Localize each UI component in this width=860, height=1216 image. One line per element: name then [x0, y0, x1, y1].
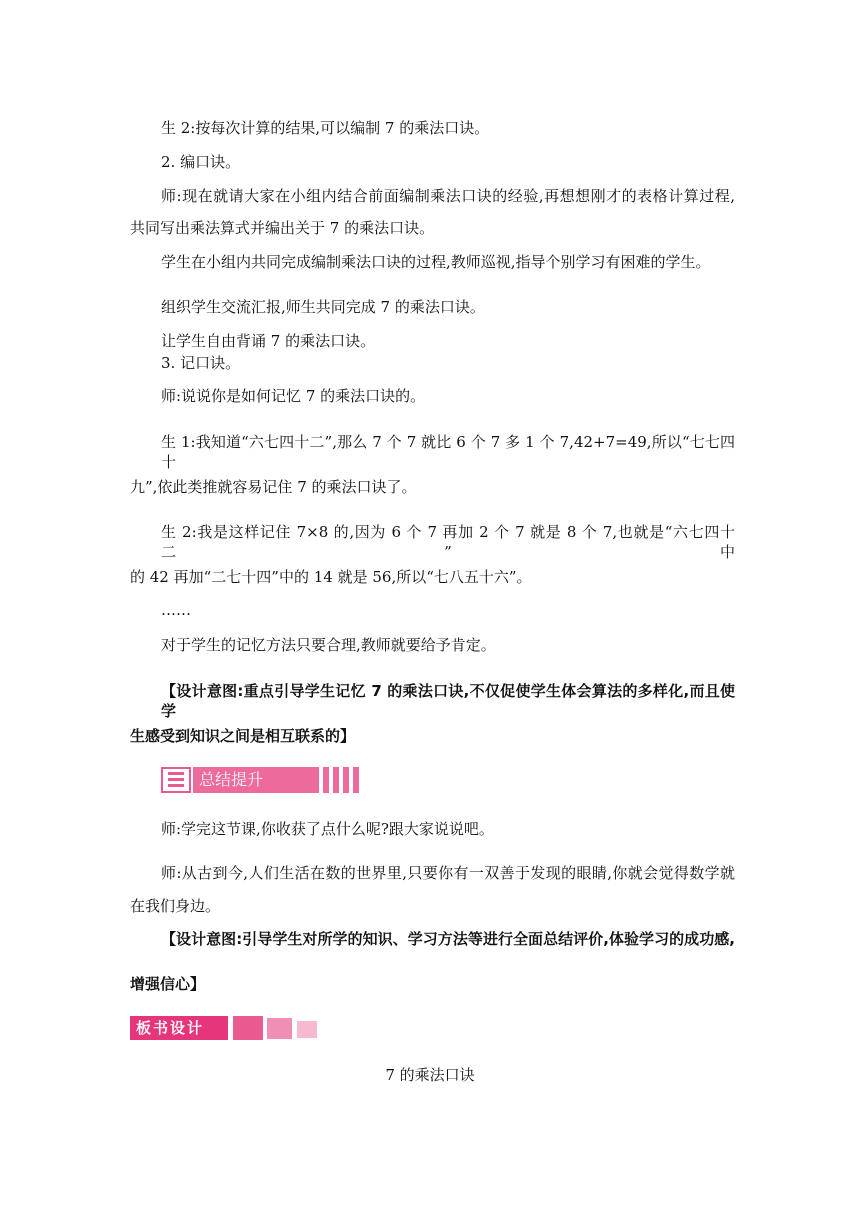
paragraph: 学生在小组内共同完成编制乘法口诀的过程,教师巡视,指导个别学习有困难的学生。 — [161, 253, 711, 271]
decorative-square — [233, 1016, 263, 1040]
paragraph: 生 2:按每次计算的结果,可以编制 7 的乘法口诀。 — [161, 119, 490, 137]
section-title: 总结提升 — [199, 770, 264, 789]
paragraph: 九”,依此类推就容易记住 7 的乘法口诀了。 — [130, 478, 417, 496]
board-design-tag — [130, 1016, 228, 1040]
design-intent: 生感受到知识之间是相互联系的】 — [130, 727, 356, 745]
design-intent: 增强信心】 — [130, 975, 206, 993]
section-banner — [161, 767, 367, 793]
paragraph: 师:说说你是如何记忆 7 的乘法口诀的。 — [161, 387, 426, 405]
paragraph: …… — [161, 601, 191, 619]
paragraph: 让学生自由背诵 7 的乘法口诀。 — [161, 332, 376, 350]
paragraph: 的 42 再加“二七十四”中的 14 就是 56,所以“七八五十六”。 — [130, 568, 532, 586]
paragraph: 在我们身边。 — [130, 897, 221, 915]
paragraph: 师:从古到今,人们生活在数的世界里,只要你有一双善于发现的眼睛,你就会觉得数学就 — [161, 864, 735, 882]
decorative-stripe — [323, 767, 329, 793]
design-intent: 【设计意图:重点引导学生记忆 7 的乘法口诀,不仅促使学生体会算法的多样化,而且使学 — [161, 682, 735, 720]
decorative-stripe — [343, 767, 349, 793]
decorative-stripe — [353, 767, 359, 793]
paragraph: 师:现在就请大家在小组内结合前面编制乘法口诀的经验,再想想刚才的表格计算过程, — [161, 187, 735, 205]
design-intent: 【设计意图:引导学生对所学的知识、学习方法等进行全面总结评价,体验学习的成功感, — [161, 930, 735, 948]
decorative-stripe — [333, 767, 339, 793]
decorative-square — [297, 1021, 317, 1038]
paragraph: 对于学生的记忆方法只要合理,教师就要给予肯定。 — [161, 636, 496, 654]
paragraph: 生 2:我是这样记住 7×8 的,因为 6 个 7 再加 2 个 7 就是 8 个 7,也就是“六七四十二”中 — [161, 523, 735, 561]
paragraph: 师:学完这节课,你收获了点什么呢?跟大家说说吧。 — [161, 820, 494, 838]
decorative-square — [267, 1018, 292, 1039]
paragraph: 生 1:我知道“六七四十二”,那么 7 个 7 就比 6 个 7 多 1 个 7,42+7=49,所以“七七四十 — [161, 433, 735, 471]
paragraph: 2. 编口诀。 — [161, 153, 241, 171]
paragraph: 组织学生交流汇报,师生共同完成 7 的乘法口诀。 — [161, 298, 485, 316]
board-design-label: 板书设计 — [136, 1019, 205, 1037]
section-number-icon — [161, 767, 191, 793]
paragraph: 共同写出乘法算式并编出关于 7 的乘法口诀。 — [130, 219, 435, 237]
board-title: 7 的乘法口诀 — [385, 1066, 475, 1084]
paragraph: 3. 记口诀。 — [161, 354, 241, 372]
section-title-box — [193, 767, 319, 793]
